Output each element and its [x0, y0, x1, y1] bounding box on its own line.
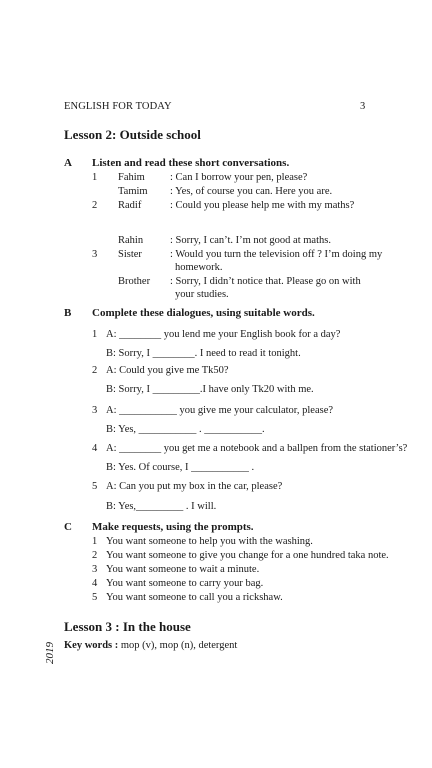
- conversation-3-speaker: Sister: [118, 249, 142, 260]
- conversation-2-speaker-2: Rahin: [118, 235, 144, 246]
- dialogue-1-b: B: Sorry, I ________. I need to read it tonight.: [106, 348, 301, 359]
- lesson-3-title: Lesson 3 : In the house: [64, 619, 191, 634]
- dialogue-1-a: A: ________ you lend me your English book for a day?: [106, 329, 341, 340]
- dialogue-4-number: 4: [92, 443, 98, 454]
- prompt-1-text: You want someone to help you with the washing.: [106, 536, 313, 547]
- section-c-letter: C: [64, 521, 72, 533]
- prompt-4-text: You want someone to carry your bag.: [106, 578, 264, 589]
- dialogue-3-b: B: Yes, ___________ . ___________.: [106, 424, 265, 435]
- key-words-text: mop (v), mop (n), detergent: [118, 640, 238, 651]
- dialogue-1-number: 1: [92, 329, 98, 340]
- page-number: 3: [360, 101, 366, 112]
- conversation-1-line-2: : Yes, of course you can. Here you are.: [170, 186, 333, 197]
- section-b-title: Complete these dialogues, using suitable words.: [92, 307, 315, 319]
- margin-year: 2019: [44, 642, 56, 664]
- prompt-3-text: You want someone to wait a minute.: [106, 564, 260, 575]
- dialogue-2-b: B: Sorry, I _________.I have only Tk20 with me.: [106, 384, 314, 395]
- key-words-line: [64, 639, 237, 652]
- conversation-2-line: : Could you please help me with my maths?: [170, 200, 355, 211]
- dialogue-2-number: 2: [92, 365, 98, 376]
- conversation-1-number: 1: [92, 172, 98, 183]
- conversation-2-number: 2: [92, 200, 98, 211]
- section-b-letter: B: [64, 307, 72, 319]
- prompt-4-number: 4: [92, 578, 98, 589]
- section-a-title: Listen and read these short conversations.: [92, 157, 290, 169]
- dialogue-4-b: B: Yes. Of course, I ___________ .: [106, 462, 255, 473]
- conversation-3-line-cont: homework.: [175, 262, 223, 273]
- running-header-title: ENGLISH FOR TODAY: [64, 101, 172, 112]
- dialogue-2-a: A: Could you give me Tk50?: [106, 365, 229, 376]
- conversation-1-line: : Can I borrow your pen, please?: [170, 172, 308, 183]
- dialogue-3-a: A: ___________ you give me your calculator, please?: [106, 405, 334, 416]
- conversation-2-speaker: Radif: [118, 200, 142, 211]
- dialogue-5-a: A: Can you put my box in the car, please?: [106, 481, 283, 492]
- conversation-3-line: : Would you turn the television off ? I’m doing my: [170, 249, 383, 260]
- prompt-5-text: You want someone to call you a rickshaw.: [106, 592, 283, 603]
- prompt-2-text: You want someone to give you change for a one hundred taka note.: [106, 550, 389, 561]
- section-a-letter: A: [64, 157, 72, 169]
- conversation-1-speaker-2: Tamim: [118, 186, 148, 197]
- key-words-label: Key words :: [64, 640, 119, 651]
- prompt-1-number: 1: [92, 536, 98, 547]
- prompt-5-number: 5: [92, 592, 98, 603]
- dialogue-3-number: 3: [92, 405, 98, 416]
- conversation-3-line-2-cont: your studies.: [175, 289, 229, 300]
- dialogue-5-number: 5: [92, 481, 98, 492]
- conversation-2-line-2: : Sorry, I can’t. I’m not good at maths.: [170, 235, 331, 246]
- prompt-2-number: 2: [92, 550, 98, 561]
- conversation-3-number: 3: [92, 249, 98, 260]
- lesson-2-title: Lesson 2: Outside school: [64, 127, 201, 142]
- conversation-3-speaker-2: Brother: [118, 276, 151, 287]
- dialogue-5-b: B: Yes,_________ . I will.: [106, 501, 217, 512]
- conversation-3-line-2: : Sorry, I didn’t notice that. Please go on with: [170, 276, 361, 287]
- conversation-1-speaker: Fahim: [118, 172, 145, 183]
- dialogue-4-a: A: ________ you get me a notebook and a ballpen from the stationer’s?: [106, 443, 408, 454]
- section-c-title: Make requests, using the prompts.: [92, 521, 254, 533]
- prompt-3-number: 3: [92, 564, 98, 575]
